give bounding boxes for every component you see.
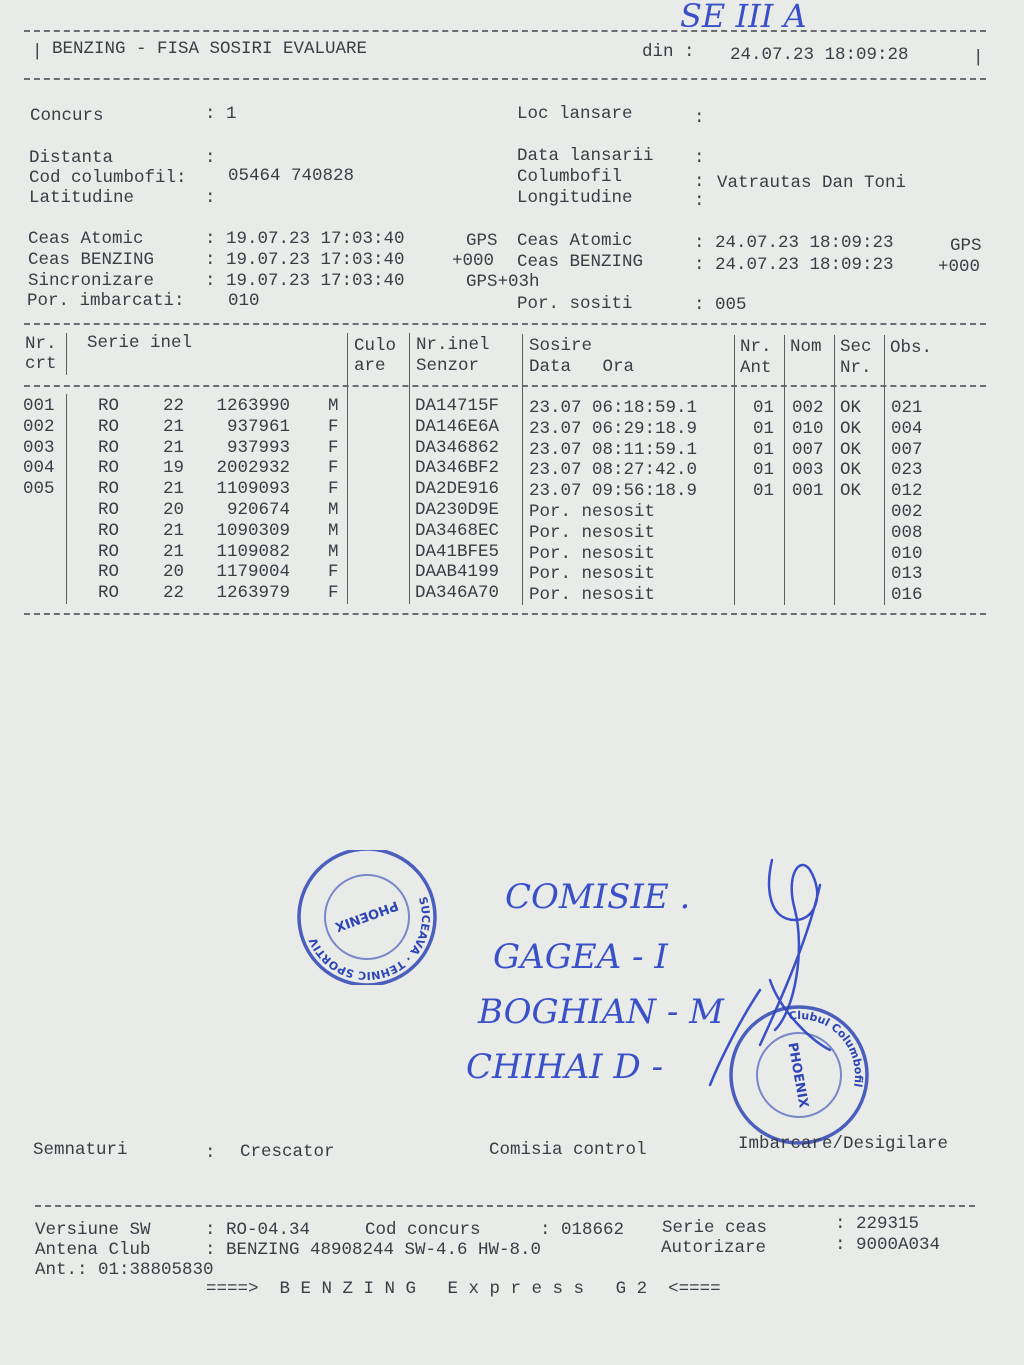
cell-sec: OK xyxy=(840,398,862,418)
ceas-benzing-start-suffix: +000 xyxy=(452,251,495,271)
cell-ring: 920674 xyxy=(226,500,290,520)
cell-sex: F xyxy=(328,437,339,458)
cell-sec: OK xyxy=(840,460,862,481)
cell-ant: 01 xyxy=(753,418,775,439)
longitudine-label: Longitudine xyxy=(517,188,633,208)
latitudine-label: Latitudine xyxy=(29,188,135,208)
cell-sex: F xyxy=(328,458,339,479)
col-sep-2 xyxy=(347,333,348,604)
cell-c: RO xyxy=(98,562,120,583)
cell-y: 20 xyxy=(163,500,185,520)
cell-nr: 003 xyxy=(23,437,55,458)
cell-obs: 004 xyxy=(891,418,923,439)
handwritten-sheet-code: SE III A xyxy=(680,0,807,35)
cell-sosire: Por. nesosit xyxy=(529,585,656,606)
cell-sex: F xyxy=(328,416,339,437)
distanta-label: Distanta xyxy=(29,148,114,168)
cell-ring: 1263979 xyxy=(216,583,290,604)
cell-obs: 002 xyxy=(891,502,923,522)
por-imbarcati-value: 010 xyxy=(228,291,260,311)
cell-ring: 1179004 xyxy=(216,562,290,583)
handwritten-member-1: GAGEA - I xyxy=(493,937,668,977)
cell-sex: F xyxy=(328,562,339,583)
col-sep-4 xyxy=(522,334,523,605)
cell-nom: 001 xyxy=(792,481,824,502)
cell-obs: 013 xyxy=(891,564,923,585)
cell-senzor: DA346BF2 xyxy=(415,458,500,479)
autorizare-value: : 9000A034 xyxy=(835,1235,941,1255)
th-culoare-1: Culo xyxy=(354,336,397,356)
cell-c: RO xyxy=(98,458,120,479)
cell-sex: F xyxy=(328,479,339,500)
header-bottom-rule xyxy=(24,78,986,80)
cell-nom: 002 xyxy=(792,398,824,418)
ceas-atomic-end-value: : 24.07.23 18:09:23 xyxy=(694,233,894,253)
cell-y: 22 xyxy=(163,583,185,604)
cell-senzor: DA346A70 xyxy=(415,583,500,604)
col-sep-8 xyxy=(884,335,885,605)
benzing-brand-line: ====> B E N Z I N G E x p r e s s G 2 <==== xyxy=(206,1279,721,1299)
cell-ring: 1109093 xyxy=(216,479,290,500)
th-nr-1: Nr. xyxy=(25,334,57,354)
cell-ring: 1109082 xyxy=(216,541,290,562)
loc-lansare-label: Loc lansare xyxy=(517,104,633,124)
th-serie-inel: Serie inel xyxy=(87,333,193,353)
th-sosire-2: Data Ora xyxy=(529,357,635,377)
ceas-benzing-end-label: Ceas BENZING xyxy=(517,252,644,272)
cell-y: 21 xyxy=(163,416,185,437)
cell-nr: 001 xyxy=(23,396,55,416)
cell-y: 21 xyxy=(163,541,185,562)
header-top-rule xyxy=(24,30,986,32)
serie-ceas-value: : 229315 xyxy=(835,1214,920,1234)
th-ant-2: Ant xyxy=(740,358,772,378)
concurs-label: Concurs xyxy=(30,106,104,126)
cell-c: RO xyxy=(98,583,120,604)
sincronizare-suffix: GPS+03h xyxy=(466,272,540,292)
club-stamp-left xyxy=(292,850,442,985)
cell-senzor: DA2DE916 xyxy=(415,479,500,500)
cell-nr: 002 xyxy=(23,416,55,437)
imbarcare-label: Imbarcare/Desigilare xyxy=(738,1134,949,1154)
cell-nr: 004 xyxy=(23,458,55,479)
serie-ceas-label: Serie ceas xyxy=(662,1218,768,1238)
cell-nom: 007 xyxy=(792,439,824,460)
cell-ant: 01 xyxy=(753,439,775,460)
por-sositi-label: Por. sositi xyxy=(517,294,633,314)
table-bottom-rule xyxy=(24,613,986,615)
col-sep-7 xyxy=(834,335,835,605)
semnaturi-label: Semnaturi xyxy=(33,1140,128,1160)
cell-c: RO xyxy=(98,520,120,541)
cell-obs: 007 xyxy=(891,439,923,460)
cell-sex: M xyxy=(328,520,339,541)
stamp-left-center: PHOENIX xyxy=(332,897,401,934)
ceas-atomic-end-label: Ceas Atomic xyxy=(517,231,633,251)
club-stamp-right xyxy=(724,1005,874,1145)
ceas-atomic-start-value: : 19.07.23 17:03:40 xyxy=(205,229,405,249)
footer-rule xyxy=(35,1205,975,1207)
cell-sosire: 23.07 09:56:18.9 xyxy=(529,481,698,502)
cell-y: 21 xyxy=(163,437,185,458)
cell-c: RO xyxy=(98,479,120,500)
ceas-benzing-start-label: Ceas BENZING xyxy=(28,250,155,270)
cell-sosire: 23.07 06:29:18.9 xyxy=(529,418,698,439)
cell-sosire: Por. nesosit xyxy=(529,502,656,522)
cell-c: RO xyxy=(98,416,120,437)
stamp-right-center: PHOENIX xyxy=(784,1041,811,1110)
cell-obs: 016 xyxy=(891,585,923,606)
th-obs: Obs. xyxy=(890,338,933,358)
cod-concurs-label: Cod concurs xyxy=(365,1220,481,1240)
latitudine-sep: : xyxy=(205,188,216,208)
table-header-rule xyxy=(24,385,986,387)
table-top-rule xyxy=(24,323,986,325)
cell-sosire: Por. nesosit xyxy=(529,564,656,585)
longitudine-sep: : xyxy=(694,191,705,211)
cell-ring: 937993 xyxy=(226,437,290,458)
cell-sosire: Por. nesosit xyxy=(529,522,656,543)
ant-line: Ant.: 01:38805830 xyxy=(35,1260,214,1280)
versiune-label: Versiune SW xyxy=(35,1220,151,1240)
cell-obs: 023 xyxy=(891,460,923,481)
cell-senzor: DA14715F xyxy=(415,396,500,416)
ceas-atomic-start-label: Ceas Atomic xyxy=(28,229,144,249)
data-lansarii-label: Data lansarii xyxy=(517,146,654,166)
cell-senzor: DA146E6A xyxy=(415,416,500,437)
cell-senzor: DA230D9E xyxy=(415,500,500,520)
cell-ring: 2002932 xyxy=(216,458,290,479)
cell-ring: 1263990 xyxy=(216,396,290,416)
th-ant-1: Nr. xyxy=(740,337,772,357)
cell-sosire: Por. nesosit xyxy=(529,543,656,564)
cell-nr: 005 xyxy=(23,479,55,500)
cell-nom: 010 xyxy=(792,418,824,439)
cell-y: 20 xyxy=(163,562,185,583)
antena-club-value: : BENZING 48908244 SW-4.6 HW-8.0 xyxy=(205,1240,542,1260)
cell-sex: M xyxy=(328,541,339,562)
header-din-value: 24.07.23 18:09:28 xyxy=(730,45,909,65)
cell-senzor: DA346862 xyxy=(415,437,500,458)
por-sositi-value: : 005 xyxy=(694,295,747,315)
ceas-benzing-end-suffix: +000 xyxy=(938,257,981,277)
header-din-label: din : xyxy=(642,42,695,62)
header-right-bar: | xyxy=(973,48,984,68)
semnaturi-sep: : xyxy=(205,1143,216,1163)
th-nrinel-1: Nr.inel xyxy=(416,335,490,355)
antena-club-label: Antena Club xyxy=(35,1240,151,1260)
columbofil-sep: : xyxy=(694,172,705,192)
cell-y: 21 xyxy=(163,479,185,500)
col-sep-5 xyxy=(734,335,735,605)
th-nom: Nom xyxy=(790,337,822,357)
cell-sec: OK xyxy=(840,418,862,439)
cell-sec: OK xyxy=(840,439,862,460)
cell-obs: 008 xyxy=(891,522,923,543)
cell-sec: OK xyxy=(840,481,862,502)
stamp-left-ring-text: SUCEAVA · TEHNIC SPORTIV xyxy=(306,895,433,983)
cell-obs: 012 xyxy=(891,481,923,502)
th-sec-2: Nr. xyxy=(840,358,872,378)
th-sosire-1: Sosire xyxy=(529,336,593,356)
cell-senzor: DA41BFE5 xyxy=(415,541,500,562)
ceas-atomic-start-suffix: GPS xyxy=(466,231,498,251)
document-title: BENZING - FISA SOSIRI EVALUARE xyxy=(52,39,368,59)
cell-sex: M xyxy=(328,500,339,520)
handwritten-comisie: COMISIE . xyxy=(505,877,691,917)
th-sec-1: Sec xyxy=(840,337,872,357)
sincronizare-label: Sincronizare xyxy=(28,271,155,291)
cell-sex: M xyxy=(328,396,339,416)
col-sep-6 xyxy=(784,335,785,605)
por-imbarcati-label: Por. imbarcati: xyxy=(27,291,185,311)
loc-lansare-sep: : xyxy=(694,108,705,128)
header-left-bar: | xyxy=(32,42,43,62)
cell-ring: 1090309 xyxy=(216,520,290,541)
concurs-value: : 1 xyxy=(205,104,237,124)
handwritten-member-2: BOGHIAN - M xyxy=(478,992,724,1032)
ceas-benzing-start-value: : 19.07.23 17:03:40 xyxy=(205,250,405,270)
th-nr-2: crt xyxy=(25,354,57,374)
ceas-benzing-end-value: : 24.07.23 18:09:23 xyxy=(694,255,894,275)
cell-y: 19 xyxy=(163,458,185,479)
cell-c: RO xyxy=(98,437,120,458)
col-sep-1-body xyxy=(66,394,67,604)
cod-columbofil-value: 05464 740828 xyxy=(228,166,355,186)
col-sep-3 xyxy=(409,333,410,604)
distanta-sep: : xyxy=(205,148,216,168)
handwritten-member-3: CHIHAI D - xyxy=(466,1047,664,1087)
comisia-control-label: Comisia control xyxy=(489,1140,647,1160)
th-culoare-2: are xyxy=(354,356,386,376)
data-lansarii-sep: : xyxy=(694,148,705,168)
cell-sosire: 23.07 08:27:42.0 xyxy=(529,460,698,481)
cell-senzor: DAAB4199 xyxy=(415,562,500,583)
sincronizare-value: : 19.07.23 17:03:40 xyxy=(205,271,405,291)
cell-y: 21 xyxy=(163,520,185,541)
cell-nom: 003 xyxy=(792,460,824,481)
cell-ring: 937961 xyxy=(226,416,290,437)
crescator-label: Crescator xyxy=(240,1142,335,1162)
autorizare-label: Autorizare xyxy=(661,1238,767,1258)
cell-sosire: 23.07 06:18:59.1 xyxy=(529,398,698,418)
cell-c: RO xyxy=(98,500,120,520)
columbofil-value: Vatrautas Dan Toni xyxy=(717,173,907,193)
cell-sosire: 23.07 08:11:59.1 xyxy=(529,439,698,460)
stamp-right-ring-text: Clubul Columbofil xyxy=(788,1008,866,1089)
ceas-atomic-end-suffix: GPS xyxy=(950,236,982,256)
cell-obs: 021 xyxy=(891,398,923,418)
cell-ant: 01 xyxy=(753,398,775,418)
col-sep-1 xyxy=(66,333,67,375)
cell-sex: F xyxy=(328,583,339,604)
cell-c: RO xyxy=(98,541,120,562)
th-nrinel-2: Senzor xyxy=(416,356,480,376)
cell-senzor: DA3468EC xyxy=(415,520,500,541)
cell-ant: 01 xyxy=(753,460,775,481)
cell-obs: 010 xyxy=(891,543,923,564)
cell-ant: 01 xyxy=(753,481,775,502)
columbofil-label: Columbofil xyxy=(517,167,623,187)
cod-concurs-value: : 018662 xyxy=(540,1220,625,1240)
cell-c: RO xyxy=(98,396,120,416)
cod-columbofil-label: Cod columbofil: xyxy=(29,168,187,188)
cell-y: 22 xyxy=(163,396,185,416)
versiune-value: : RO-04.34 xyxy=(205,1220,311,1240)
